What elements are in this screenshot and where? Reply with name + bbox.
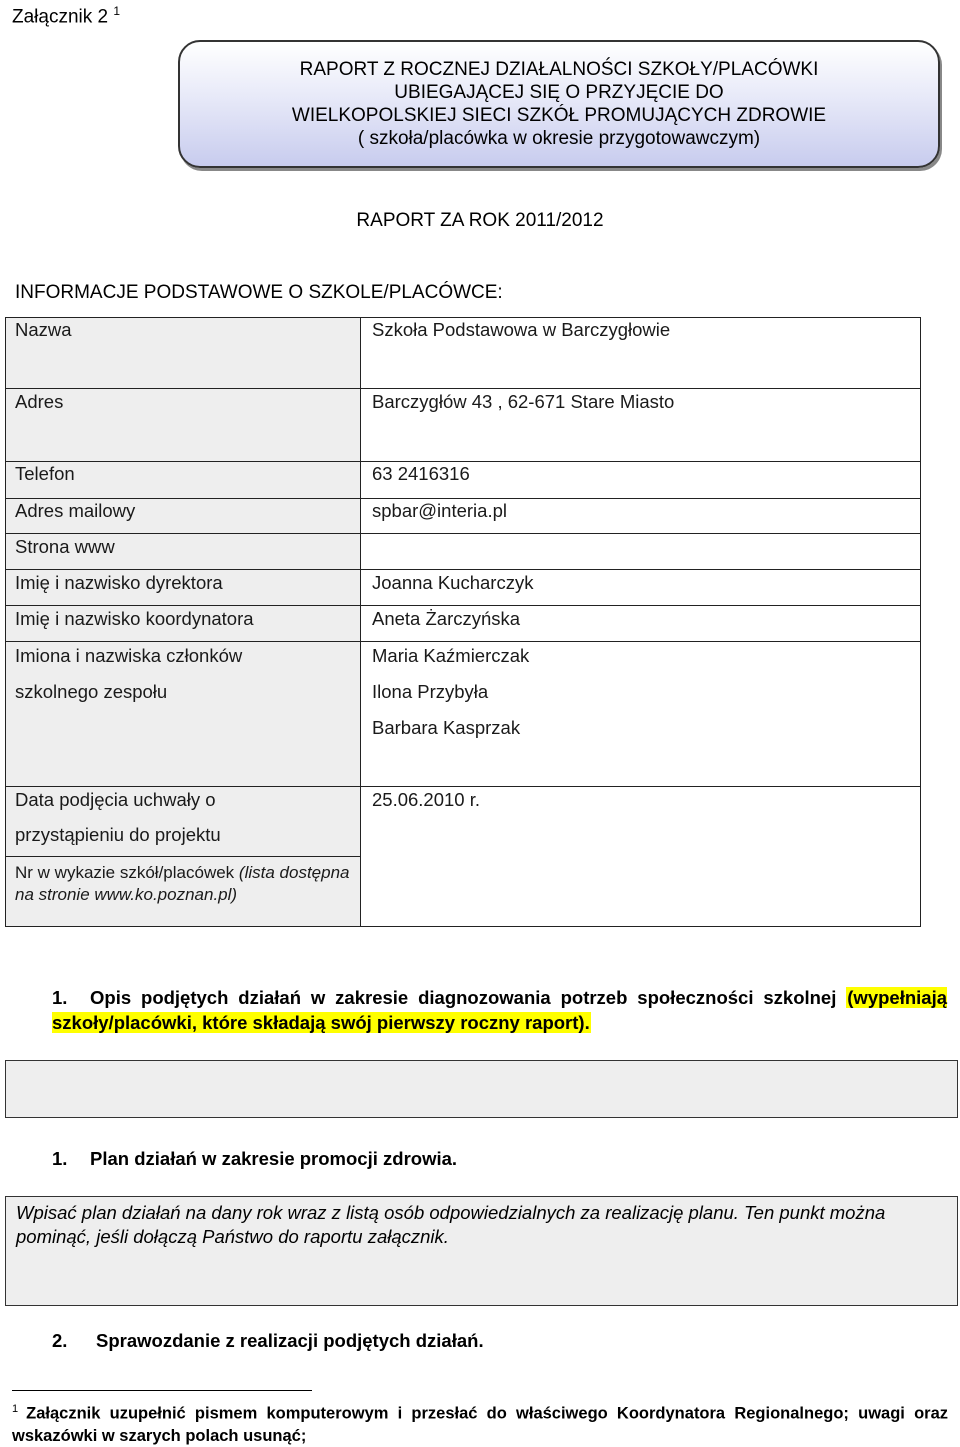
section-2-number: 1. <box>52 1148 68 1169</box>
name-value: Szkoła Podstawowa w Barczygłowie <box>372 319 671 340</box>
section-1-highlight: (wypełniają szkoły/placówki, które składają swój pierwszy roczny raport). <box>52 987 947 1033</box>
www-value-cell[interactable] <box>360 533 921 570</box>
team-member: Maria Kaźmierczak <box>372 645 530 666</box>
annex-label <box>12 4 120 28</box>
section-3-heading <box>52 1330 484 1352</box>
section-2-title: Plan działań w zakresie promocji zdrowia. <box>90 1148 458 1169</box>
resolution-label-line-1: Data podjęcia uchwały o <box>15 789 216 810</box>
footnote-text: Załącznik uzupełnić pismem komputerowym i przesłać do właściwego Koordynatora Regionalnego; uwagi oraz wskazówki w szarych polach usunąć; <box>12 1404 948 1445</box>
section-2-input-box[interactable] <box>5 1196 958 1306</box>
team-member: Ilona Przybyła <box>372 681 489 702</box>
email-label: Adres mailowy <box>15 500 136 521</box>
section-1-heading <box>52 985 947 1035</box>
footnote <box>12 1398 948 1447</box>
banner-line-4: ( szkoła/placówka w okresie przygotowawczym) <box>357 128 761 149</box>
section-2-instructions: Wpisać plan działań na dany rok wraz z listą osób odpowiedzialnych za realizację planu. Ten punkt można pominąć, jeśli dołączą Państwo do raportu załącznik. <box>16 1202 886 1247</box>
banner-line-1: RAPORT Z ROCZNEJ DZIAŁALNOŚCI SZKOŁY/PLACÓWKI <box>299 59 819 80</box>
address-value: Barczygłów 43 , 62-671 Stare Miasto <box>372 391 675 412</box>
banner-line-2: UBIEGAJĄCEJ SIĘ O PRZYJĘCIE DO <box>394 82 724 103</box>
banner-line-3: WIELKOPOLSKIEJ SIECI SZKÓŁ PROMUJĄCYCH ZDROWIE <box>291 105 827 126</box>
section-1-number: 1. <box>52 987 68 1008</box>
section-1-input-box[interactable] <box>5 1060 958 1118</box>
resolution-label-line-2: przystąpieniu do projektu <box>15 824 221 845</box>
phone-value: 63 2416316 <box>372 463 470 484</box>
basic-info-table <box>5 317 921 927</box>
director-value: Joanna Kucharczyk <box>372 572 534 593</box>
phone-label: Telefon <box>15 463 75 484</box>
registry-label-text: Nr w wykazie szkół/placówek <box>15 863 235 882</box>
basic-info-heading: INFORMACJE PODSTAWOWE O SZKOLE/PLACÓWCE: <box>15 282 503 303</box>
section-2-heading <box>52 1148 457 1170</box>
address-label: Adres <box>15 391 64 412</box>
section-3-title: Sprawozdanie z realizacji podjętych działań. <box>96 1330 484 1351</box>
name-label: Nazwa <box>15 319 72 340</box>
coordinator-value: Aneta Żarczyńska <box>372 608 521 629</box>
director-label: Imię i nazwisko dyrektora <box>15 572 223 593</box>
report-year: RAPORT ZA ROK 2011/2012 <box>356 210 604 231</box>
team-label-line-1: Imiona i nazwiska członków <box>15 645 243 666</box>
footnote-ref: 1 <box>12 1403 19 1415</box>
registry-label-note: (lista dostępna na stronie www.ko.poznan.pl) <box>15 863 350 904</box>
team-member: Barbara Kasprzak <box>372 717 521 738</box>
section-3-number: 2. <box>52 1330 68 1351</box>
coordinator-label: Imię i nazwisko koordynatora <box>15 608 254 629</box>
annex-footnote-ref: 1 <box>113 4 121 18</box>
team-label-line-2: szkolnego zespołu <box>15 681 168 702</box>
footnote-divider <box>12 1390 312 1391</box>
email-value: spbar@interia.pl <box>372 500 507 521</box>
registry-label <box>15 862 355 906</box>
report-title-banner <box>178 40 940 168</box>
resolution-date-value: 25.06.2010 r. <box>372 789 481 810</box>
section-1-text: Opis podjętych działań w zakresie diagnozowania potrzeb społeczności szkolnej <box>90 987 837 1008</box>
www-label: Strona www <box>15 536 115 557</box>
annex-title: Załącznik 2 <box>12 6 109 28</box>
